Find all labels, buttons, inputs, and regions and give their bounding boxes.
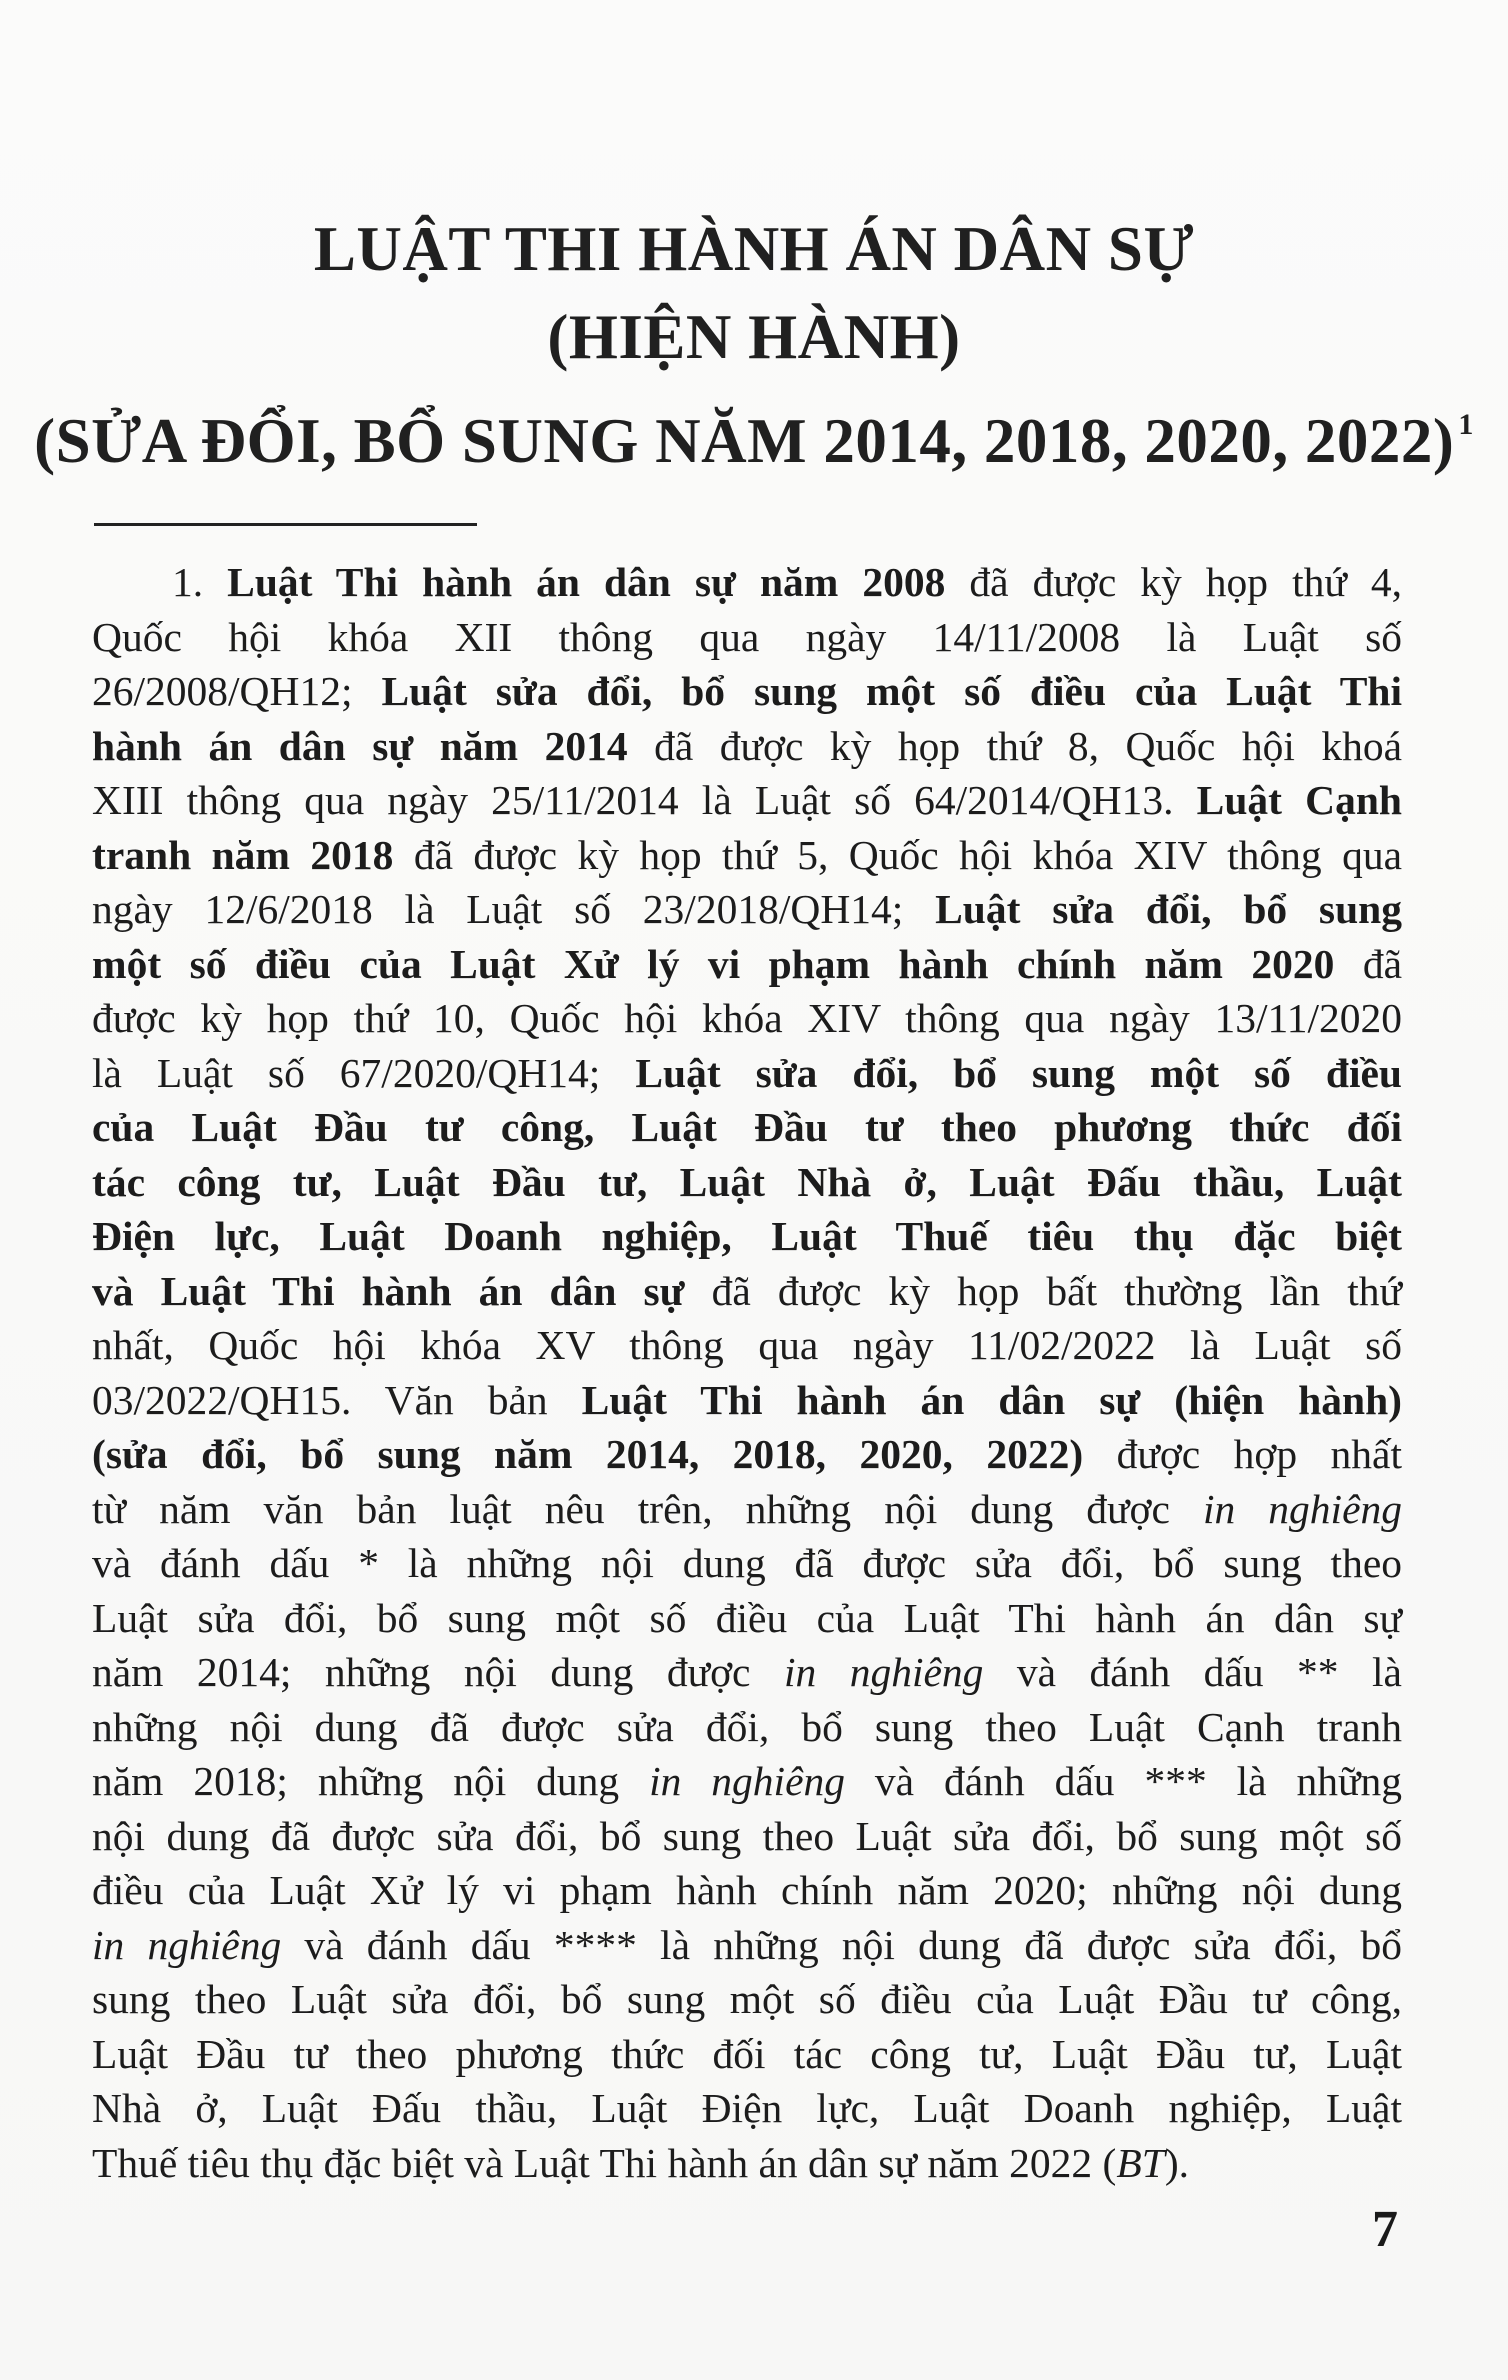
footnote-line [92, 555, 1402, 610]
italic-run: in nghiêng [649, 1758, 846, 1804]
footnote-line [92, 828, 1402, 883]
text-run: và đánh dấu ** là [983, 1649, 1402, 1695]
text-run: Thuế tiêu thụ đặc biệt và Luật Thi hành án dân sự năm 2022 ( [92, 2139, 1117, 2186]
footnote-line [92, 1536, 1402, 1591]
footnote-line [92, 1700, 1402, 1755]
text-run: Luật Đầu tư theo phương thức đối tác công tư, Luật Đầu tư, Luật [92, 2030, 1402, 2077]
text-run: ngày 12/6/2018 là Luật số 23/2018/QH14; [92, 886, 936, 932]
footnote-line [92, 610, 1402, 665]
italic-run: BT [1116, 2139, 1165, 2186]
text-run: đã được kỳ họp thứ 8, Quốc hội khoá [627, 722, 1403, 769]
footnote-text [92, 555, 1402, 2190]
law-title [0, 205, 1508, 485]
text-run: Quốc hội khóa XII thông qua ngày 14/11/2008 là Luật số [92, 613, 1402, 660]
title-line-2: (HIỆN HÀNH) [547, 302, 961, 372]
footnote-line [92, 1482, 1402, 1537]
italic-run: in nghiêng [1202, 1485, 1402, 1532]
bold-run: Luật Cạnh [1196, 777, 1402, 823]
text-run: năm 2018; những nội dung [92, 1758, 650, 1804]
text-run: và đánh dấu **** là những nội dung đã được sửa đổi, bổ [281, 1921, 1402, 1968]
text-run: những nội dung đã được sửa đổi, bổ sung theo Luật Cạnh tranh [92, 1703, 1402, 1750]
text-run: năm 2014; những nội dung được [92, 1649, 784, 1695]
text-run: 26/2008/QH12; [92, 668, 382, 714]
footnote-line [92, 1209, 1402, 1264]
title-line-1: LUẬT THI HÀNH ÁN DÂN SỰ [313, 214, 1195, 284]
text-run: XIII thông qua ngày 25/11/2014 là Luật số 64/2014/QH13. [92, 777, 1197, 823]
text-run: sung theo Luật sửa đổi, bổ sung một số điều của Luật Đầu tư công, [92, 1976, 1402, 2022]
text-run: và đánh dấu *** là những [845, 1758, 1402, 1804]
footnote-line [92, 1809, 1402, 1864]
footnote-line [92, 1591, 1402, 1646]
text-run: nội dung đã được sửa đổi, bổ sung theo Luật sửa đổi, bổ sung một số [92, 1812, 1402, 1859]
bold-run: Luật sửa đổi, bổ sung một số điều của Luật Thi [381, 668, 1402, 714]
text-run: Luật sửa đổi, bổ sung một số điều của Luật Thi hành án dân sự [92, 1594, 1402, 1641]
bold-run: hành án dân sự năm 2014 [92, 722, 628, 769]
footnote-line [92, 1754, 1402, 1809]
text-run: và đánh dấu * là những nội dung đã được sửa đổi, bổ sung theo [92, 1540, 1402, 1586]
bold-run: và Luật Thi hành án dân sự [92, 1267, 685, 1314]
footnote-line [92, 1046, 1402, 1101]
text-run: điều của Luật Xử lý vi phạm hành chính năm 2020; những nội dung [92, 1867, 1402, 1913]
bold-run: tranh năm 2018 [92, 831, 394, 878]
footnote-line [92, 882, 1402, 937]
footnote-line [92, 1863, 1402, 1918]
footnote-line [92, 2027, 1402, 2082]
footnote-line [92, 1972, 1402, 2027]
footnote-line [92, 1155, 1402, 1210]
footnote-separator [94, 523, 477, 526]
footnote-line [92, 937, 1402, 992]
text-run: từ năm văn bản luật nêu trên, những nội dung được [92, 1485, 1203, 1532]
italic-run: in nghiêng [92, 1921, 282, 1968]
text-run: được hợp nhất [1083, 1431, 1402, 1477]
bold-run: một số điều của Luật Xử lý vi phạm hành chính năm 2020 [92, 940, 1335, 987]
bold-run: Luật Thi hành án dân sự (hiện hành) [581, 1376, 1403, 1423]
footnote-line [92, 1264, 1402, 1319]
text-run: nhất, Quốc hội khóa XV thông qua ngày 11/02/2022 là Luật số [92, 1322, 1402, 1368]
footnote-line [92, 1373, 1402, 1428]
italic-run: in nghiêng [783, 1649, 984, 1695]
footnote-line [92, 2136, 1402, 2191]
text-run: đã được kỳ họp thứ 5, Quốc hội khóa XIV thông qua [393, 831, 1402, 878]
text-run: Nhà ở, Luật Đấu thầu, Luật Điện lực, Luật Doanh nghiệp, Luật [92, 2085, 1402, 2131]
text-run: đã được kỳ họp bất thường lần thứ [684, 1267, 1402, 1314]
text-run: 1. [172, 559, 228, 605]
text-run: được kỳ họp thứ 10, Quốc hội khóa XIV thông qua ngày 13/11/2020 [92, 995, 1402, 1041]
page-number: 7 [1372, 2201, 1398, 2258]
footnote-line [92, 719, 1402, 774]
footnote-line [92, 991, 1402, 1046]
footnote-reference-mark: 1 [1458, 408, 1474, 441]
bold-run: Điện lực, Luật Doanh nghiệp, Luật Thuế tiêu thụ đặc biệt [92, 1213, 1402, 1259]
text-run: ). [1164, 2139, 1190, 2186]
footnote-line [92, 2081, 1402, 2136]
footnote-line [92, 1427, 1402, 1482]
text-run: 03/2022/QH15. Văn bản [92, 1376, 582, 1423]
bold-run: Luật Thi hành án dân sự năm 2008 [227, 559, 946, 605]
footnote-line [92, 664, 1402, 719]
bold-run: tác công tư, Luật Đầu tư, Luật Nhà ở, Luật Đấu thầu, Luật [92, 1158, 1402, 1205]
bold-run: (sửa đổi, bổ sung năm 2014, 2018, 2020, 2022) [92, 1431, 1084, 1477]
title-line-3 [0, 381, 1508, 485]
bold-run: Luật sửa đổi, bổ sung một số điều [635, 1049, 1402, 1096]
bold-run: Luật sửa đổi, bổ sung [935, 886, 1402, 932]
text-run: đã được kỳ họp thứ 4, [945, 559, 1402, 605]
footnote-line [92, 1318, 1402, 1373]
bold-run: của Luật Đầu tư công, Luật Đầu tư theo phương thức đối [92, 1104, 1402, 1150]
text-run: đã [1334, 940, 1402, 987]
footnote-line [92, 1918, 1402, 1973]
footnote-line [92, 773, 1402, 828]
footnote-line [92, 1645, 1402, 1700]
footnote-line [92, 1100, 1402, 1155]
text-run: là Luật số 67/2020/QH14; [92, 1049, 636, 1096]
title-line-3-text: (SỬA ĐỔI, BỔ SUNG NĂM 2014, 2018, 2020, 2022) [34, 406, 1455, 476]
